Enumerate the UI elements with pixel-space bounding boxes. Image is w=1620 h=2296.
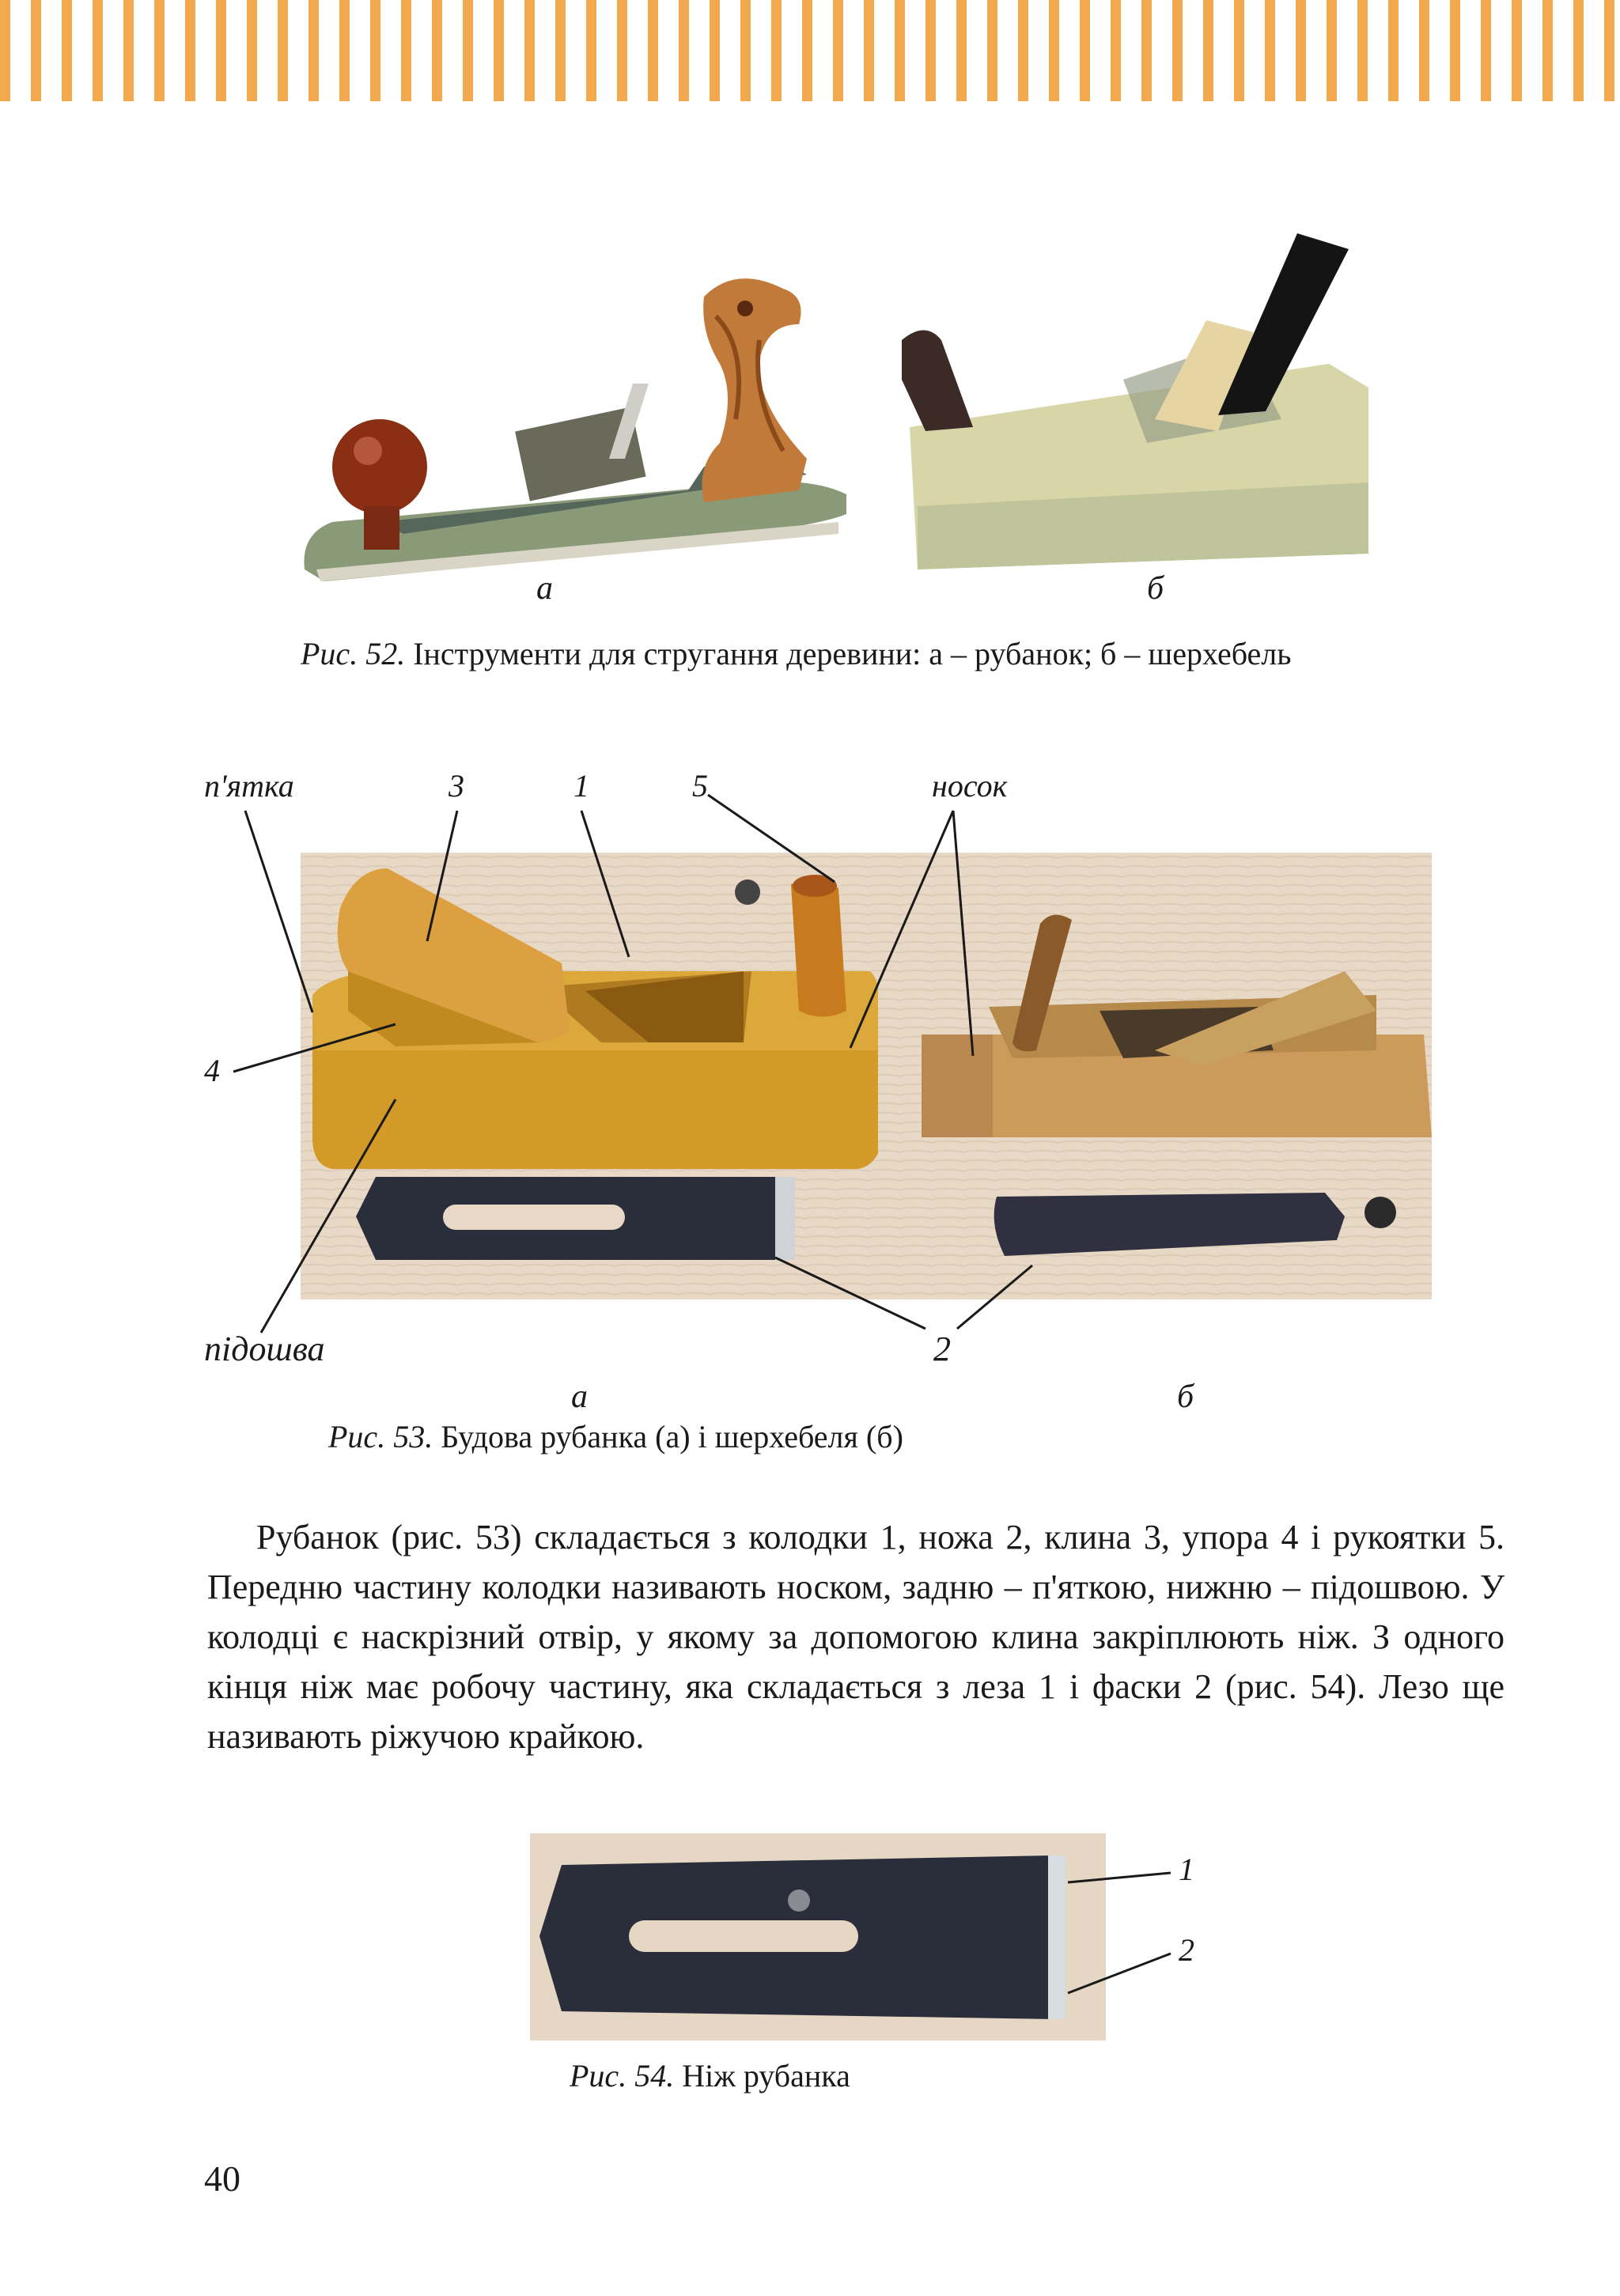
callout-1: 1 [573, 768, 589, 804]
callout-heel: п'ятка [204, 768, 294, 804]
figure-53-caption-prefix: Рис. 53. [328, 1419, 433, 1454]
body-paragraph-text: Рубанок (рис. 53) складається з колодки 1, ножа 2, клина 3, упора 4 і рукоятки 5. Передню частину колодки називають носком, задню – п'яткою, нижню – підошвою. У колодці є наскрізний отвір, у якому за допомогою клина закріплюють ніж. З одного кінця ніж має робочу частину, яка складається з леза 1 і фаски 2 (рис. 54). Лезо ще називають ріжучою крайкою. [207, 1518, 1505, 1756]
figure-53-caption-text: Будова рубанка (а) і шерхебеля (б) [433, 1419, 903, 1454]
figure-52-caption-prefix: Рис. 52. [301, 636, 406, 671]
callout-4: 4 [204, 1053, 220, 1088]
figure-53-label-a: а [571, 1379, 588, 1415]
figure-54-callout-2: 2 [1179, 1932, 1194, 1968]
callout-toe: носок [932, 768, 1008, 804]
figure-52-label-b: б [1147, 570, 1164, 607]
callout-3: 3 [449, 768, 464, 804]
figure-54-callout-1: 1 [1179, 1852, 1194, 1887]
figure-54-caption-text: Ніж рубанка [674, 2058, 850, 2094]
callout-sole: підошва [204, 1330, 325, 1368]
callout-2: 2 [933, 1330, 951, 1368]
callout-5: 5 [692, 768, 708, 804]
figure-54-caption-prefix: Рис. 54. [570, 2058, 675, 2094]
page-number: 40 [204, 2158, 240, 2199]
figure-53-label-b: б [1177, 1379, 1194, 1415]
figure-52-label-a: а [536, 570, 553, 607]
figure-52-caption-text: Інструменти для стругання деревини: а – рубанок; б – шерхебель [405, 636, 1292, 671]
figure-54-caption [570, 2055, 1123, 2097]
